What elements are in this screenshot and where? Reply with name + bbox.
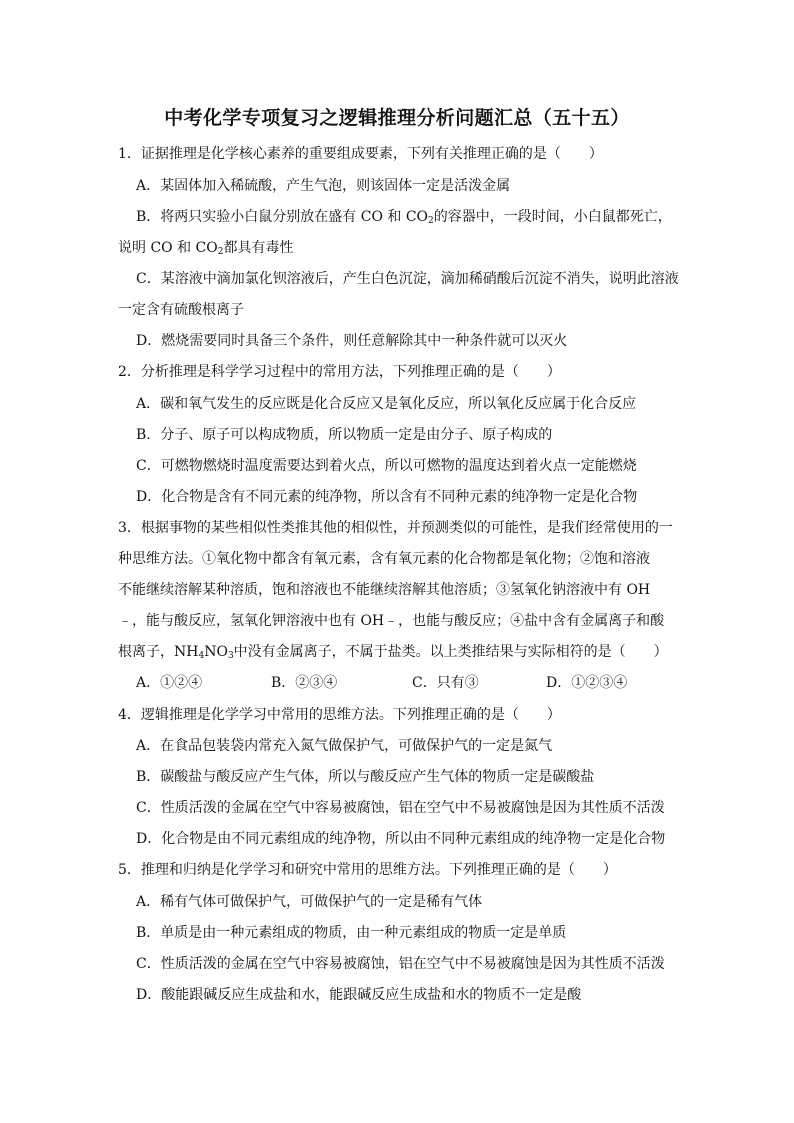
q1-option-b-line2: 说明 CO 和 $CO_2$都具有毒性: [118, 240, 294, 257]
q5-option-d: D．酸能跟碱反应生成盐和水，能跟碱反应生成盐和水的物质不一定是酸: [136, 987, 582, 1003]
q5-stem: 5．推理和归纳是化学学习和研究中常用的思维方法。下列推理正确的是（ ）: [118, 862, 617, 878]
q2-option-a: A．碳和氧气发生的反应既是化合反应又是氧化反应，所以氧化反应属于化合反应: [136, 396, 637, 412]
q1-option-a: A．某固体加入稀硫酸，产生气泡，则该固体一定是活泼金属: [136, 178, 511, 194]
q5-option-a: A．稀有气体可做保护气，可做保护气的一定是稀有气体: [136, 894, 483, 910]
q4-stem: 4．逻辑推理是化学学习中常用的思维方法。下列推理正确的是（ ）: [118, 707, 561, 723]
q3-option-d: D．①②③④: [546, 675, 628, 691]
q1-option-c-line1: C．某溶液中滴加氯化钡溶液后，产生白色沉淀，滴加稀硝酸后沉淀不消失，说明此溶液: [136, 271, 679, 287]
q4-option-d: D．化合物是由不同元素组成的纯净物，所以由不同种元素组成的纯净物一定是化合物: [136, 831, 666, 847]
q3-stem-line1: 3．根据事物的某些相似性类推其他的相似性，并预测类似的可能性，是我们经常使用的一: [118, 520, 673, 536]
q4-option-c: C．性质活泼的金属在空气中容易被腐蚀，铝在空气中不易被腐蚀是因为其性质不活泼: [136, 800, 665, 816]
q3-stem-line4: ﹣，能与酸反应，氢氧化钾溶液中也有 OH﹣，也能与酸反应；④盐中含有金属离子和酸: [118, 613, 665, 629]
q1-option-d: D．燃烧需要同时具备三个条件，则任意解除其中一种条件就可以灭火: [136, 333, 568, 349]
q1-stem: 1．证据推理是化学核心素养的重要组成要素，下列有关推理正确的是（ ）: [118, 146, 603, 162]
q2-stem: 2．分析推理是科学学习过程中的常用方法，下列推理正确的是（ ）: [118, 364, 561, 380]
q3-stem-line5: 根离子，$NH_4NO_3$中没有金属离子，不属于盐类。以上类推结果与实际相符的是（ ）: [118, 644, 668, 661]
page-title: 中考化学专项复习之逻辑推理分析问题汇总（五十五）: [164, 107, 630, 129]
q3-option-c: C．只有③: [412, 675, 479, 691]
q2-option-c: C．可燃物燃烧时温度需要达到着火点，所以可燃物的温度达到着火点一定能燃烧: [136, 458, 637, 474]
q4-option-b: B．碳酸盐与酸反应产生气体，所以与酸反应产生气体的物质一定是碳酸盐: [136, 769, 595, 785]
q4-option-a: A．在食品包装袋内常充入氮气做保护气，可做保护气的一定是氮气: [136, 738, 553, 754]
q3-stem-line3: 不能继续溶解某种溶质，饱和溶液也不能继续溶解其他溶质；③氢氧化钠溶液中有 OH: [118, 582, 651, 598]
q3-stem-line2: 种思维方法。①氧化物中都含有氧元素，含有氧元素的化合物都是氧化物；②饱和溶液: [118, 551, 650, 567]
q5-option-b: B．单质是由一种元素组成的物质，由一种元素组成的物质一定是单质: [136, 925, 567, 941]
q3-option-a: A．①②④: [136, 675, 203, 691]
q5-option-c: C．性质活泼的金属在空气中容易被腐蚀，铝在空气中不易被腐蚀是因为其性质不活泼: [136, 956, 665, 972]
q1-option-b-line1: B．将两只实验小白鼠分别放在盛有 CO 和 $CO_2$的容器中，一段时间，小白鼠都死亡，: [136, 209, 672, 226]
q2-option-b: B．分子、原子可以构成物质，所以物质一定是由分子、原子构成的: [136, 427, 553, 443]
q1-option-c-line2: 一定含有硫酸根离子: [118, 302, 244, 318]
q3-option-b: B．②③④: [271, 675, 338, 691]
q2-option-d: D．化合物是含有不同元素的纯净物，所以含有不同种元素的纯净物一定是化合物: [136, 489, 638, 505]
